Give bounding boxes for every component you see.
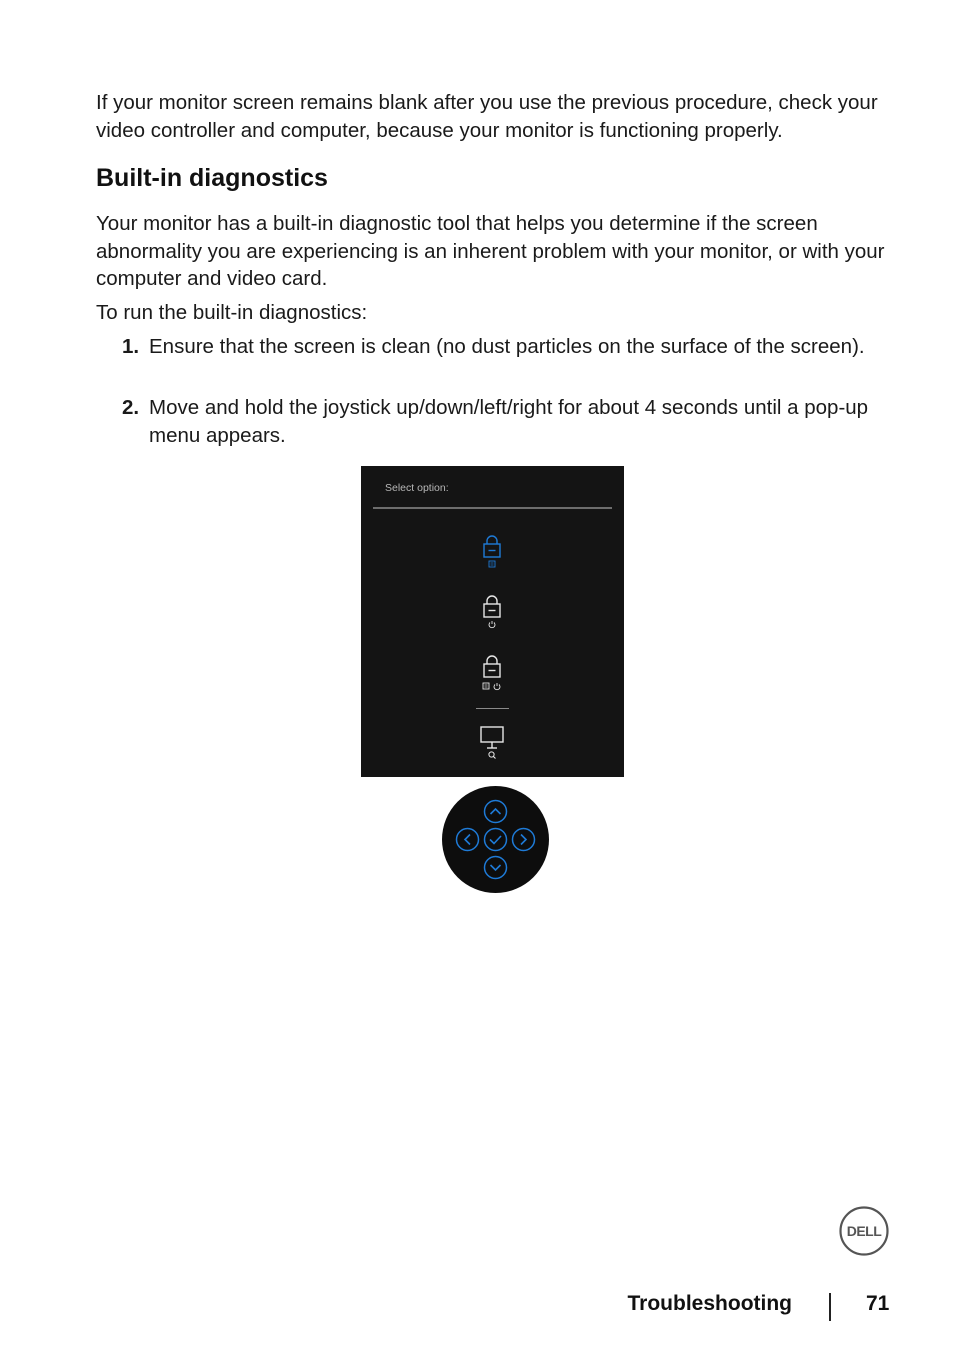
footer-divider xyxy=(829,1293,831,1321)
step-number: 2. xyxy=(122,396,140,419)
page-number: 71 xyxy=(866,1292,890,1315)
osd-popup-menu xyxy=(361,466,624,777)
description-paragraph: Your monitor has a built-in diagnostic tool that helps you determine if the screen abnormality you are experiencing is an inherent problem with your monitor, or with your computer and video card. xyxy=(96,212,885,290)
osd-title: Select option: xyxy=(385,482,449,494)
diagnostics-monitor-icon[interactable] xyxy=(478,725,506,761)
joystick-controller xyxy=(442,786,549,893)
section-heading: Built-in diagnostics xyxy=(96,164,328,192)
svg-text:DELL: DELL xyxy=(846,1223,882,1239)
lock-menu-icon[interactable] xyxy=(480,534,504,570)
step-2 xyxy=(122,394,882,449)
lock-power-icon[interactable] xyxy=(480,594,504,630)
dell-logo xyxy=(838,1205,890,1257)
intro-paragraph: If your monitor screen remains blank after you use the previous procedure, check your video controller and computer, because your monitor is functioning properly. xyxy=(96,91,878,142)
osd-separator xyxy=(476,708,509,709)
step-text: Move and hold the joystick up/down/left/right for about 4 seconds until a pop-up menu appears. xyxy=(149,396,869,447)
footer-section-title: Troubleshooting xyxy=(627,1292,792,1315)
lock-menu-power-icon[interactable] xyxy=(476,654,508,692)
osd-divider xyxy=(373,507,612,509)
step-text: Ensure that the screen is clean (no dust particles on the surface of the screen). xyxy=(149,335,865,358)
step-1 xyxy=(122,333,882,361)
lead-in-text: To run the built-in diagnostics: xyxy=(96,301,368,324)
step-number: 1. xyxy=(122,335,140,358)
